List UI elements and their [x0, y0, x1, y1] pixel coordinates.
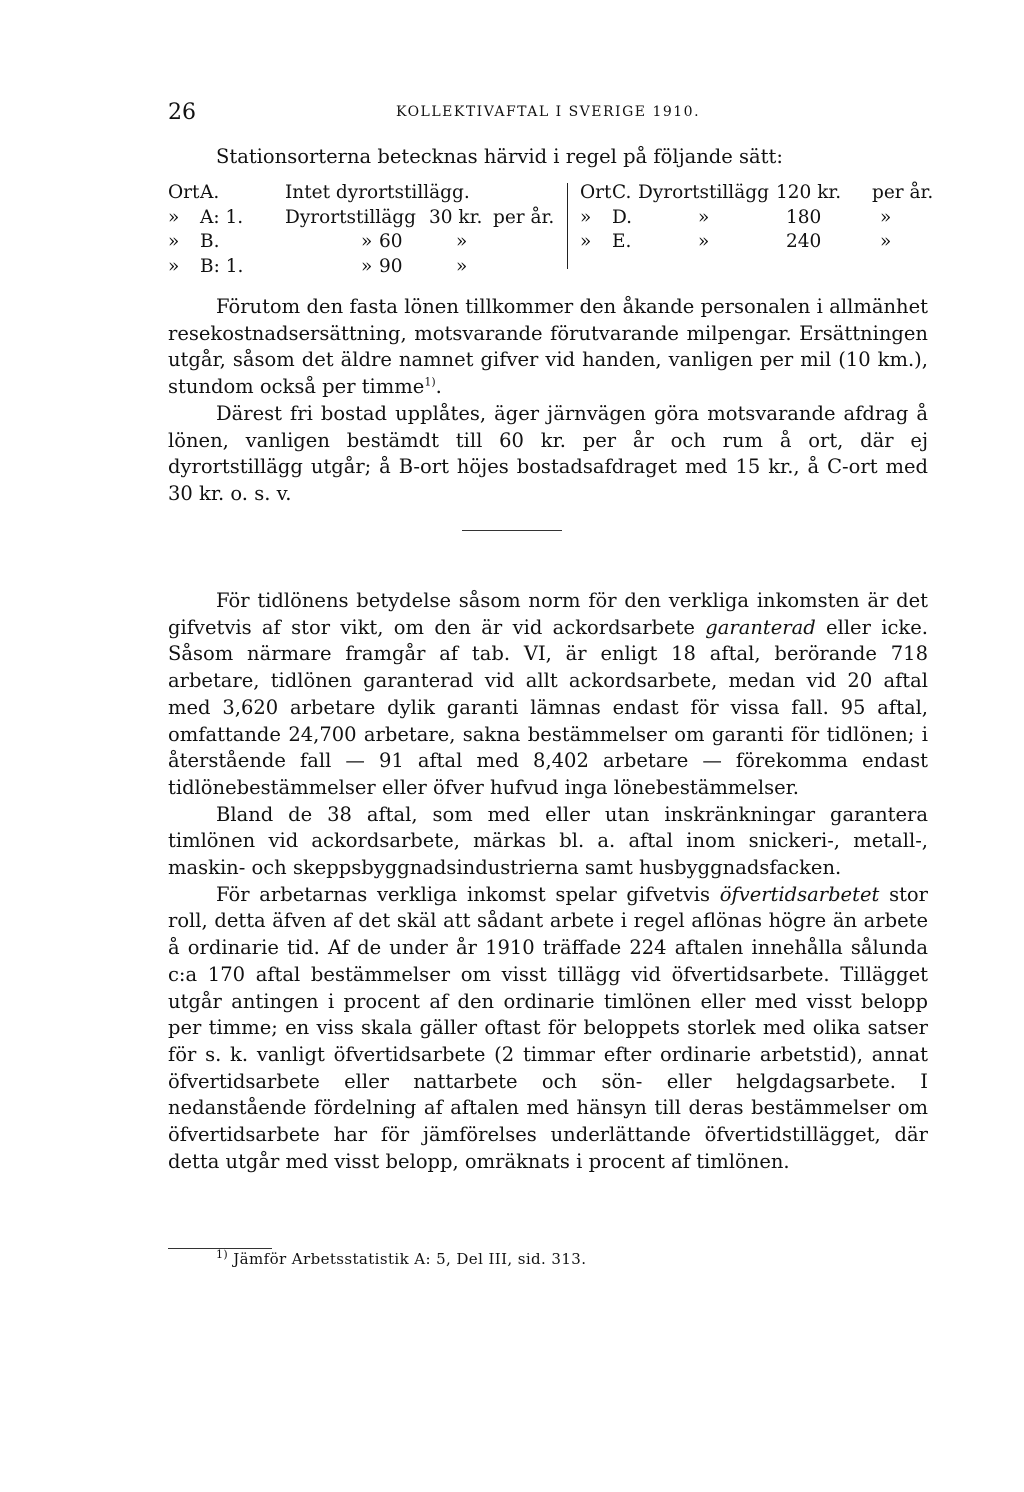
table-row	[580, 230, 940, 255]
ditto-mark: »	[361, 231, 373, 252]
station-class: A: 1.	[200, 206, 244, 228]
allowance-value: 30 kr.	[429, 206, 483, 228]
paragraph	[168, 294, 928, 401]
paragraph-text: Förutom den fasta lönen tillkommer den åkande personalen i allmänhet resekostnadsersättning, motsvarande förutvarande milpengar. Ersättningen utgår, såsom det äldre namnet gifver vid handen, vanligen per mil (10 km.), stundom också per timme	[168, 295, 928, 399]
allowance-unit: per år.	[493, 206, 555, 228]
station-class: E.	[612, 231, 632, 252]
allowance-desc: Dyrortstillägg	[638, 182, 769, 203]
paragraph	[168, 588, 928, 802]
intro-paragraph: Stationsorterna betecknas härvid i regel på följande sätt:	[216, 145, 783, 168]
footnote-mark: 1)	[216, 1248, 229, 1261]
row-label: Ort	[168, 182, 200, 203]
table-row	[168, 230, 538, 255]
footnote	[216, 1250, 586, 1268]
allowance-value: 120 kr.	[776, 182, 842, 203]
row-label: »	[580, 231, 592, 252]
station-class: B: 1.	[200, 255, 244, 277]
ditto-mark: »	[698, 206, 710, 228]
allowance-desc: Dyrortstillägg	[285, 206, 416, 228]
ditto-mark: »	[456, 255, 468, 277]
classification-table-left	[168, 181, 555, 279]
allowance-unit: per år.	[872, 182, 934, 203]
ditto-mark: »	[456, 231, 468, 252]
footnote-text: Jämför Arbetsstatistik A: 5, Del III, sid. 313.	[233, 1250, 587, 1268]
paragraph-text: För arbetarnas verkliga inkomst spelar gifvetvis	[216, 882, 710, 906]
ditto-mark: »	[698, 231, 710, 252]
emphasis: öfvertidsarbetet	[719, 882, 880, 906]
ditto-mark: »	[880, 206, 892, 228]
section-allowances	[168, 294, 928, 508]
allowance-value: 90	[379, 255, 403, 277]
allowance-value: 180	[786, 206, 822, 228]
emphasis: garanterad	[705, 615, 816, 639]
table-row	[580, 206, 940, 231]
allowance-value: 60	[379, 231, 403, 252]
paragraph: Därest fri bostad upplåtes, äger järnvägen göra motsvarande afdrag å lönen, vanligen bestämdt till 60 kr. per år och rum å ort, där ej dyrortstillägg utgår; å B-ort höjes bostadsafdraget med 15 kr., å C-ort med 30 kr. o. s. v.	[168, 401, 928, 505]
station-class: B.	[200, 231, 220, 252]
ditto-mark: »	[880, 231, 892, 252]
paragraph-text: För tidlönens betydelse såsom norm för den verkliga inkomsten är det gifvetvis af stor vikt, om den är vid ackordsarbete	[168, 589, 928, 639]
intro-line	[168, 144, 928, 171]
station-class: D.	[612, 206, 633, 228]
row-label: »	[168, 231, 180, 252]
table-row	[168, 181, 538, 206]
station-class: C.	[612, 182, 632, 203]
page-header	[168, 100, 928, 130]
paragraph-text: eller icke. Såsom närmare framgår af tab. VI, är enligt 18 aftal, berörande 718 arbetare, tidlönen garanterad vid allt ackordsarbete, medan vid 20 aftal med 3,620 arbetare dylik garanti lämnas endast för vissa fall. 95 aftal, omfattande 24,700 arbetare, sakna bestämmelser om garanti för tidlönen; i återstående fall — 91 aftal med 8,402 arbetare — förekomma endast tidlönebestämmelser eller öfver hufvud inga lönebestämmelser.	[168, 615, 928, 799]
table-row	[168, 255, 538, 280]
section-separator	[462, 530, 562, 531]
station-class: A.	[200, 182, 220, 203]
row-label: »	[580, 206, 592, 228]
allowance-desc: Intet dyrortstillägg.	[285, 182, 470, 203]
table-divider	[567, 183, 568, 269]
paragraph	[168, 882, 928, 1176]
page-number: 26	[168, 100, 196, 125]
paragraph-text: .	[435, 375, 442, 399]
paragraph-text: stor roll, detta äfven af det skäl att sådant arbete i regel aflönas högre än arbete å ordinarie tid. Af de under år 1910 träffade 224 aftalen innehålla sålunda c:a 170 aftal bestämmelser om visst tillägg vid öfvertidsarbete. Tillägget utgår antingen i procent af den ordinarie timlönen eller med visst belopp per timme; en viss skala gäller oftast för beloppets storlek med olika satser för s. k. vanligt öfvertidsarbete (2 timmar efter ordinarie arbetstid), annat öfvertidsarbete eller nattarbete och sön- eller helgdagsarbete. I nedanstående fördelning af aftalen med hänsyn till deras bestämmelser om öfvertidsarbete har för jämförelses underlättande öfvertidstillägget, där detta utgår med visst belopp, omräknats i procent af timlönen.	[168, 882, 928, 1173]
paragraph: Bland de 38 aftal, som med eller utan inskränkningar garantera timlönen vid ackordsarbete, märkas bl. a. aftal inom snickeri-, metall-, maskin- och skeppsbyggnadsindustrierna samt husbyggnadsfacken.	[168, 802, 928, 880]
classification-table-right	[580, 181, 940, 255]
row-label: »	[168, 206, 180, 228]
table-row	[580, 181, 940, 206]
table-row	[168, 206, 555, 231]
running-title: KOLLEKTIVAFTAL I SVERIGE 1910.	[396, 104, 701, 120]
footnote-ref: 1)	[424, 375, 436, 389]
section-time-wages	[168, 588, 928, 1175]
allowance-value: 240	[786, 231, 822, 252]
row-label: »	[168, 255, 180, 277]
row-label: Ort	[580, 182, 612, 203]
ditto-mark: »	[361, 255, 373, 277]
